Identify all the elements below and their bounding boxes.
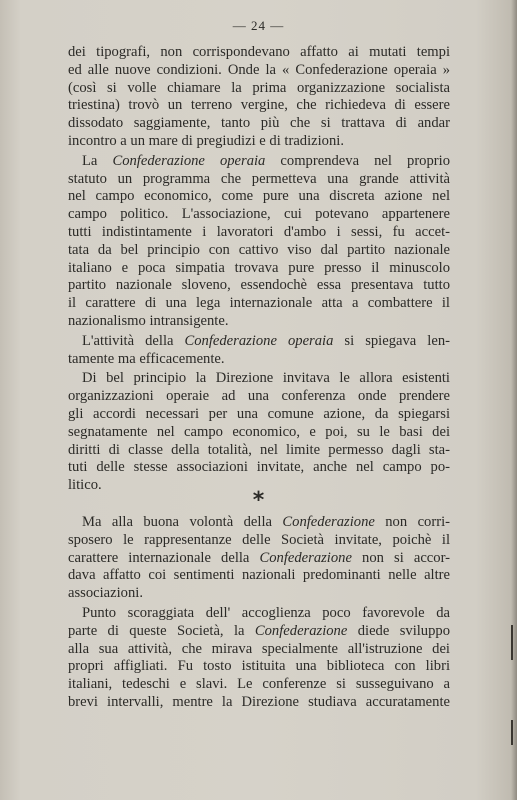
text-line: tata da bel principio con cattivo viso dal partito nazionale bbox=[68, 241, 450, 258]
text-line: triestina) trovò un terreno vergine, che richiedeva di essere bbox=[68, 97, 450, 114]
text-fragment: La bbox=[82, 152, 113, 169]
italic-title: Confederazione operaia bbox=[184, 332, 334, 349]
text-line: nazionalismo intransigente. bbox=[68, 312, 229, 329]
text-line bbox=[68, 514, 450, 532]
text-line: tamente ma efficacemente. bbox=[68, 350, 225, 367]
text-fragment: carattere internazionale della bbox=[68, 549, 260, 566]
paragraph-3 bbox=[68, 333, 450, 369]
paragraph-2 bbox=[68, 153, 450, 331]
section-separator: * bbox=[252, 488, 265, 513]
italic-title: Confederazione bbox=[282, 514, 375, 530]
text-fragment: non si accor- bbox=[351, 549, 450, 566]
text-block-bottom bbox=[68, 514, 450, 714]
text-line bbox=[68, 153, 450, 171]
text-line: propri affigliati. Fu tosto istituita una biblioteca con libri bbox=[68, 658, 450, 675]
text-fragment: si spiegava len- bbox=[333, 332, 450, 349]
text-line: diritti di classe della totalità, nel limite permesso dagli sta- bbox=[68, 441, 450, 458]
paragraph-1 bbox=[68, 44, 450, 151]
text-line: partito nazionale sloveno, essendochè essa presentava tutto bbox=[68, 277, 450, 294]
page-edge-mark bbox=[511, 720, 513, 745]
text-line: associazioni. bbox=[68, 585, 143, 602]
text-line: statuto un programma che permetteva una grande attività bbox=[68, 170, 450, 187]
text-line: segnatamente nel campo economico, e poi, su le basi dei bbox=[68, 423, 450, 440]
italic-title: Confederazione operaia bbox=[112, 152, 266, 169]
text-line: italiano e poca simpatia trovava pure presso il minuscolo bbox=[68, 259, 450, 276]
page-edge-shadow bbox=[511, 0, 517, 800]
text-line: dissodato saggiamente, tanto più che si trattava di andar bbox=[68, 115, 450, 132]
paragraph-4 bbox=[68, 370, 450, 495]
text-fragment: comprendeva nel proprio bbox=[265, 152, 450, 169]
italic-title: Confederazione bbox=[254, 622, 348, 639]
text-line bbox=[68, 550, 450, 568]
text-line: gli accordi necessari per una comune azione, da spiegarsi bbox=[68, 405, 450, 422]
text-line: tuti delle stesse associazioni invitate, anche nel campo po- bbox=[68, 459, 450, 476]
text-line: brevi intervalli, mentre la Direzione studiava accuratamente bbox=[68, 693, 450, 710]
text-line: tutti indistintamente i lavoratori d'ambo i sessi, fu accet- bbox=[68, 223, 450, 240]
text-line: campo politico. L'associazione, cui potevano appartenere bbox=[68, 206, 450, 223]
paragraph-6 bbox=[68, 605, 450, 712]
text-fragment: parte di queste Società, la bbox=[68, 622, 255, 639]
text-fragment: non corri- bbox=[374, 514, 450, 530]
text-line bbox=[68, 333, 450, 351]
text-line: alla sua attività, che mirava specialmente all'istruzione dei bbox=[68, 640, 450, 657]
text-block-top bbox=[68, 44, 450, 497]
text-line: litico. bbox=[68, 477, 102, 494]
text-fragment: diede sviluppo bbox=[347, 622, 450, 639]
text-line bbox=[68, 623, 450, 641]
text-line: organizzazioni operaie ad una conferenza onde prendere bbox=[68, 388, 450, 405]
text-line: (così si volle chiamare la prima organizzazione socialista bbox=[68, 79, 450, 96]
text-line: Di bel principio la Direzione invitava le allora esistenti bbox=[82, 370, 450, 387]
text-fragment: Ma alla buona volontà della bbox=[82, 514, 283, 530]
text-line: incontro a un mare di pregiudizi e di tradizioni. bbox=[68, 132, 344, 149]
italic-title: Confederazione bbox=[259, 549, 352, 566]
text-line: ed alle nuove condizioni. Onde la « Confederazione operaia » bbox=[68, 61, 450, 78]
text-line: Punto scoraggiata dell' accoglienza poco favorevole da bbox=[82, 604, 450, 621]
text-line: sposero le rappresentanze delle Società invitate, poichè il bbox=[68, 531, 450, 548]
text-line: il carattere di una lega internazionale atta a combattere il bbox=[68, 295, 450, 312]
text-line: dava affatto coi sentimenti nazionali predominanti nelle altre bbox=[68, 567, 450, 584]
paragraph-5 bbox=[68, 514, 450, 603]
text-fragment: L'attività della bbox=[82, 332, 185, 349]
text-line: dei tipografi, non corrispondevano affatto ai mutati tempi bbox=[68, 44, 450, 60]
page-number: — 24 — bbox=[232, 18, 285, 33]
page-edge-mark bbox=[511, 625, 513, 660]
text-line: nel campo economico, come pure una discreta azione nel bbox=[68, 188, 450, 205]
text-line: italiani, tedeschi e slavi. Le conferenze si susseguivano a bbox=[68, 676, 450, 693]
